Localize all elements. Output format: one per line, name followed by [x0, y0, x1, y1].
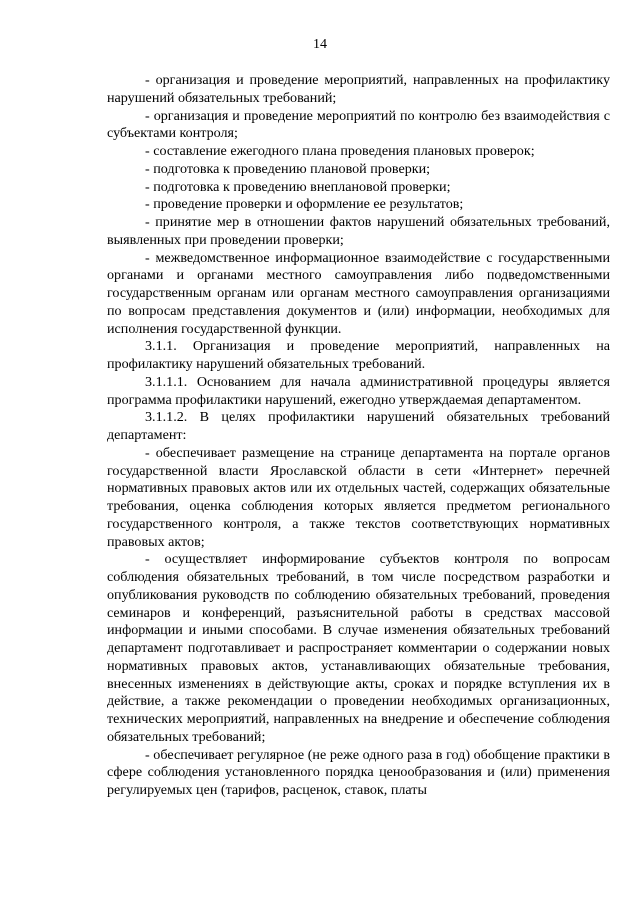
list-item-informing: - осуществляет информирование субъектов контроля по вопросам соблюдения обязательных требований, в том числе посредством разработки и опубликования руководств по соблюдению обязательных требований, проведения семинаров и конференций, разъяснительной работы в средствах массовой информации и иными способами. В случае изменения обязательных требований департамент подготавливает и распространяет комментарии о содержании новых нормативных правовых актов, устанавливающих обязательные требования, внесенных изменениях в действующие акты, сроках и порядке вступления их в действие, а также рекомендации о проведении необходимых организационных, технических мероприятий, направленных на внедрение и обеспечение соблюдения обязательных требований; [107, 551, 610, 745]
list-item-publication: - обеспечивает размещение на странице департамента на портале органов государственной власти Ярославской области в сети «Интернет» перечней нормативных правовых актов или их отдельных частей, содержащих обязательные требования, оценка соблюдения которых является предметом регионального государственного контроля, а также текстов соответствующих нормативных правовых актов; [107, 444, 610, 550]
list-item-interagency-interaction: - межведомственное информационное взаимодействие с государственными органами и органами местного самоуправления либо подведомственными государственным органам или органам местного самоуправления организациями по вопросам представления документов и (или) информации, необходимых для исполнения государственной функции. [107, 249, 610, 337]
section-3-1-1: 3.1.1. Организация и проведение мероприятий, направленных на профилактику нарушений обязательных требований. [107, 338, 610, 372]
list-item-practice-summary: - обеспечивает регулярное (не реже одного раза в год) обобщение практики в сфере соблюдения установленного порядка ценообразования и (или) применения регулируемых цен (тарифов, расценок, ставок, платы [107, 746, 610, 798]
section-3-1-1-2: 3.1.1.2. В целях профилактики нарушений обязательных требований департамент: [107, 409, 610, 443]
list-item-control-without-interaction: - организация и проведение мероприятий по контролю без взаимодействия с субъектами контроля; [107, 107, 610, 142]
list-item-inspection-results: - проведение проверки и оформление ее результатов; [145, 196, 464, 213]
section-3-1-1-1: 3.1.1.1. Основанием для начала административной процедуры является программа профилактики нарушений, ежегодно утверждаемая департаментом. [107, 373, 610, 408]
list-item-prevention-measures: - организация и проведение мероприятий, направленных на профилактику нарушений обязательных требований; [107, 72, 610, 106]
document-body [107, 72, 610, 800]
list-item-unplanned-inspection-prep: - подготовка к проведению внеплановой проверки; [145, 178, 451, 195]
list-item-violation-measures: - принятие мер в отношении фактов нарушений обязательных требований, выявленных при проведении проверки; [107, 214, 610, 248]
page-number: 14 [313, 37, 327, 52]
list-item-planned-inspection-prep: - подготовка к проведению плановой проверки; [145, 160, 431, 177]
list-item-annual-plan: - составление ежегодного плана проведения плановых проверок; [145, 143, 535, 159]
